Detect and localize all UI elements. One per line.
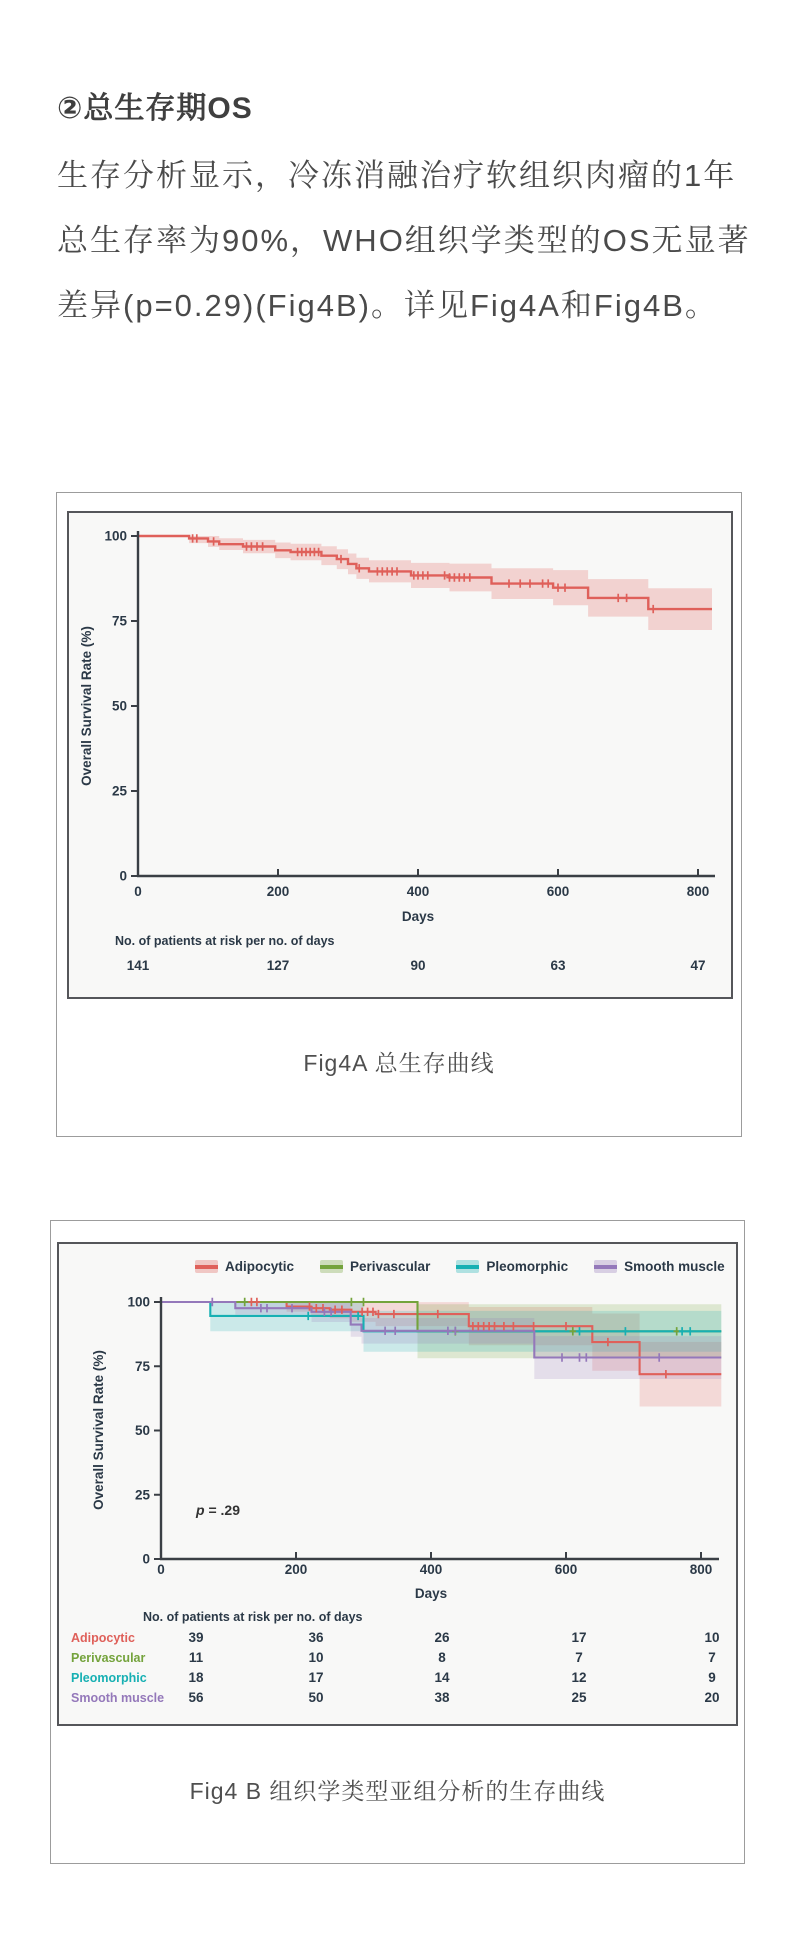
legend-swatch-icon [594, 1260, 617, 1273]
risk-table [115, 934, 706, 973]
legend-label: Pleomorphic [486, 1259, 569, 1274]
y-axis-label: Overall Survival Rate (%) [79, 626, 94, 786]
body-paragraph [57, 143, 757, 338]
legend-item-pleomorphic [456, 1259, 568, 1274]
risk-table-header: No. of patients at risk per no. of days [115, 934, 335, 948]
y-tick-label: 100 [104, 528, 127, 544]
legend-item-perivascular [320, 1259, 430, 1274]
y-tick-label: 25 [111, 783, 127, 799]
risk-count: 47 [690, 958, 706, 973]
legend-swatch-icon [456, 1260, 479, 1273]
fig4a-caption: Fig4A 总生存曲线 [303, 1050, 495, 1076]
risk-count: 12 [571, 1670, 587, 1685]
legend-label: Smooth muscle [624, 1259, 725, 1274]
risk-count: 50 [308, 1690, 324, 1705]
risk-count: 7 [575, 1650, 583, 1665]
y-tick-label: 0 [119, 868, 127, 884]
p-value-annotation: p = .29 [196, 1502, 240, 1518]
figure-fig4b [50, 1220, 745, 1864]
legend-label: Perivascular [350, 1259, 431, 1274]
paragraph-line: 总生存率为90%，WHO组织学类型的OS无显著 [57, 223, 751, 258]
x-tick-label: 400 [406, 884, 430, 899]
risk-count: 7 [708, 1650, 716, 1665]
figure-fig4a [56, 492, 742, 1137]
risk-count: 14 [434, 1670, 450, 1685]
legend-swatch-icon [320, 1260, 343, 1273]
risk-count: 10 [704, 1630, 720, 1645]
fig4a-chart-image [67, 511, 733, 999]
risk-row-label: Pleomorphic [71, 1671, 147, 1685]
y-tick-label: 75 [134, 1358, 150, 1374]
section-heading: ②总生存期OS [57, 92, 253, 125]
risk-count: 11 [188, 1650, 204, 1665]
y-axis-label: Overall Survival Rate (%) [91, 1350, 106, 1510]
legend-item-smooth-muscle [594, 1259, 725, 1274]
x-axis-label: Days [401, 909, 435, 924]
fig4a-km-plot [69, 513, 731, 997]
y-tick-label: 0 [142, 1551, 150, 1567]
y-tick-label: 50 [134, 1423, 150, 1438]
risk-count: 38 [434, 1690, 450, 1705]
risk-row-label: Perivascular [71, 1651, 146, 1665]
risk-count: 90 [410, 958, 426, 973]
fig4b-caption: Fig4 B 组织学类型亚组分析的生存曲线 [189, 1778, 606, 1804]
x-tick-label: 800 [689, 1562, 713, 1577]
risk-count: 141 [126, 958, 150, 973]
risk-count: 56 [188, 1690, 204, 1705]
risk-count: 17 [308, 1670, 324, 1685]
risk-table-header: No. of patients at risk per no. of days [143, 1610, 363, 1624]
x-tick-label: 0 [134, 884, 142, 899]
y-tick-label: 50 [111, 698, 127, 714]
risk-count: 63 [550, 958, 566, 973]
x-tick-label: 800 [686, 884, 710, 899]
risk-row-label: Adipocytic [71, 1631, 135, 1645]
y-tick-label: 100 [127, 1294, 150, 1310]
x-tick-label: 600 [546, 884, 570, 899]
ci-bands [210, 1302, 721, 1407]
legend-label: Adipocytic [225, 1259, 295, 1274]
ci-band [189, 536, 712, 630]
x-tick-label: 600 [554, 1562, 578, 1577]
risk-count: 39 [188, 1630, 204, 1645]
fig4b-legend [195, 1259, 725, 1274]
risk-row-label: Smooth muscle [71, 1691, 165, 1705]
risk-count: 36 [308, 1630, 324, 1645]
x-axis-label: Days [414, 1586, 448, 1601]
paragraph-line: 差异(p=0.29)(Fig4B)。详见Fig4A和Fig4B。 [57, 288, 718, 323]
risk-count: 26 [434, 1630, 450, 1645]
ci-bands [189, 536, 712, 630]
x-tick-label: 0 [157, 1562, 165, 1577]
risk-count: 9 [708, 1670, 716, 1685]
risk-count: 17 [571, 1630, 587, 1645]
paragraph-line: 生存分析显示，冷冻消融治疗软组织肉瘤的1年 [57, 158, 737, 193]
fig4b-chart-image [57, 1242, 738, 1726]
risk-count: 127 [266, 958, 290, 973]
x-tick-label: 400 [419, 1562, 443, 1577]
legend-item-adipocytic [195, 1259, 294, 1274]
x-tick-label: 200 [284, 1562, 308, 1577]
risk-count: 10 [308, 1650, 324, 1665]
legend-swatch-icon [195, 1260, 218, 1273]
x-tick-label: 200 [266, 884, 290, 899]
risk-count: 18 [188, 1670, 204, 1685]
y-tick-label: 25 [134, 1487, 150, 1503]
risk-count: 25 [571, 1690, 587, 1705]
risk-table [71, 1610, 720, 1705]
risk-count: 8 [438, 1650, 446, 1665]
fig4b-km-plot [59, 1244, 736, 1724]
risk-count: 20 [704, 1690, 720, 1705]
y-tick-label: 75 [111, 613, 127, 629]
